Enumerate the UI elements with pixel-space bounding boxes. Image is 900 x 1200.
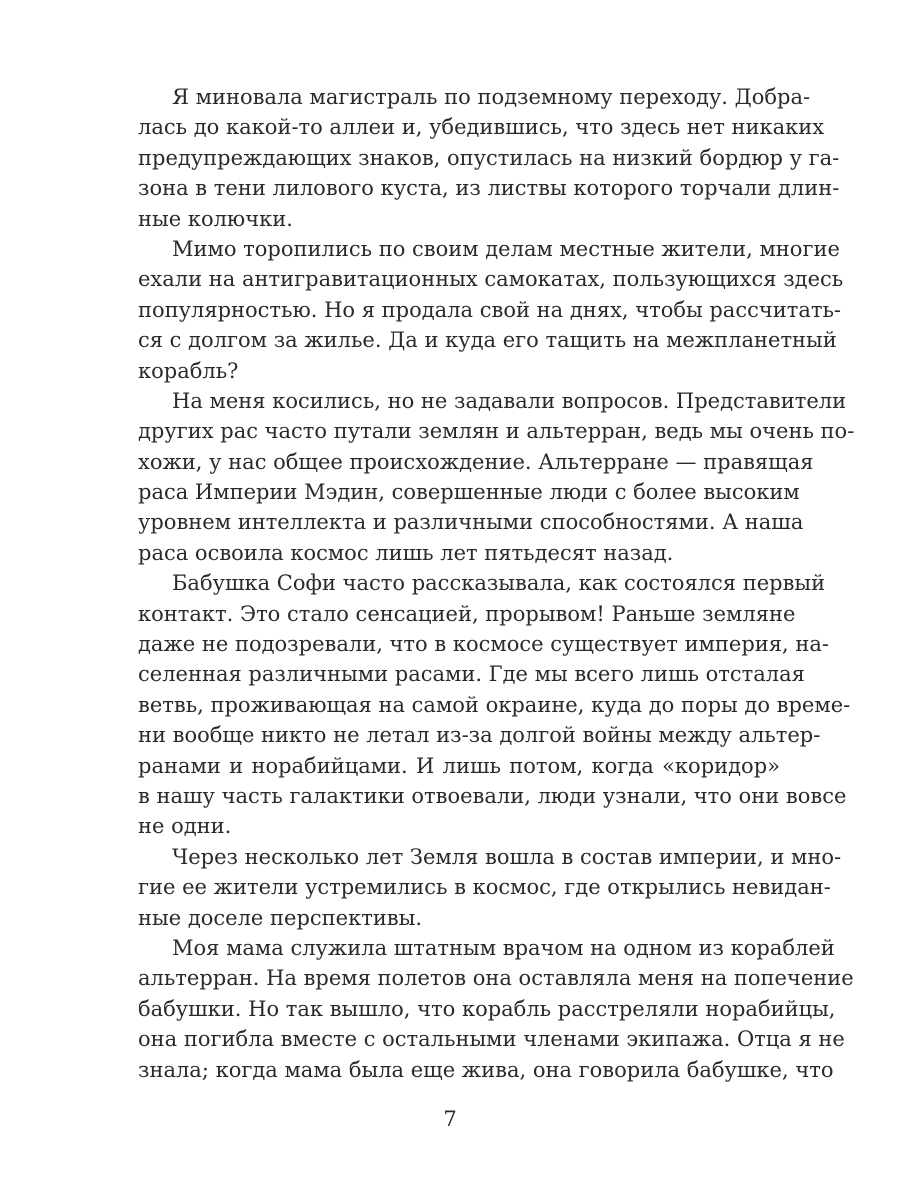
text-line: На меня косились, но не задавали вопросов. Представители — [172, 388, 847, 413]
text-line: Бабушка Софи часто рассказывала, как состоялся первый — [172, 571, 826, 596]
text-line: ни вообще никто не летал из-за долгой войны между альтер- — [138, 723, 821, 748]
text-line: зона в тени лилового куста, из листвы которого торчали длин- — [138, 176, 840, 201]
page-number: 7 — [443, 1107, 457, 1131]
text-line: Через несколько лет Земля вошла в состав империи, и мно- — [172, 844, 842, 869]
text-line: Мимо торопились по своим делам местные жители, многие — [172, 236, 840, 261]
text-line: она погибла вместе с остальными членами экипажа. Отца я не — [138, 1027, 845, 1052]
text-line: гие ее жители устремились в космос, где открылись невидан- — [138, 875, 831, 900]
text-line: корабль? — [138, 358, 239, 383]
text-line: не одни. — [138, 814, 232, 839]
text-line: уровнем интеллекта и различными способностями. А наша — [138, 510, 804, 535]
text-line: селенная различными расами. Где мы всего лишь отсталая — [138, 662, 805, 687]
text-line: даже не подозревали, что в космосе существует империя, на- — [138, 632, 829, 657]
text-line: Моя мама служила штатным врачом на одном из кораблей — [172, 935, 835, 960]
text-line: Я миновала магистраль по подземному переходу. Добра- — [172, 85, 811, 109]
text-line: в нашу часть галактики отвоевали, люди узнали, что они вовсе — [138, 783, 847, 808]
text-line: хожи, у нас общее происхождение. Альтерране — правящая — [138, 449, 814, 474]
text-line: ные доселе перспективы. — [138, 905, 423, 930]
text-line: ветвь, проживающая на самой окраине, куда до поры до време- — [138, 692, 851, 717]
text-line: других рас часто путали землян и альтерран, ведь мы очень по- — [138, 419, 855, 444]
text-line: ся с долгом за жилье. Да и куда его тащить на межпланетный — [138, 328, 837, 353]
text-line: лась до какой-то аллеи и, убедившись, что здесь нет никаких — [138, 115, 825, 140]
text-line: знала; когда мама была еще жива, она говорила бабушке, что — [138, 1057, 834, 1082]
text-line: ехали на антигравитационных самокатах, пользующихся здесь — [138, 267, 844, 292]
text-line: альтерран. На время полетов она оставляла меня на попечение — [138, 966, 854, 991]
text-line: ранами и норабийцами. И лишь потом, когда «коридор» — [138, 753, 780, 778]
text-line: контакт. Это стало сенсацией, прорывом! Раньше земляне — [138, 601, 796, 626]
text-line: бабушки. Но так вышло, что корабль расстреляли норабийцы, — [138, 996, 836, 1021]
text-line: ные колючки. — [138, 206, 293, 231]
text-line: раса Империи Мэдин, совершенные люди с более высоким — [138, 480, 800, 505]
text-line: популярностью. Но я продала свой на днях, чтобы рассчитать- — [138, 297, 842, 322]
text-line: предупреждающих знаков, опустилась на низкий бордюр у га- — [138, 145, 840, 170]
body-text — [138, 82, 855, 1085]
text-line: раса освоила космос лишь лет пятьдесят назад. — [138, 540, 674, 565]
